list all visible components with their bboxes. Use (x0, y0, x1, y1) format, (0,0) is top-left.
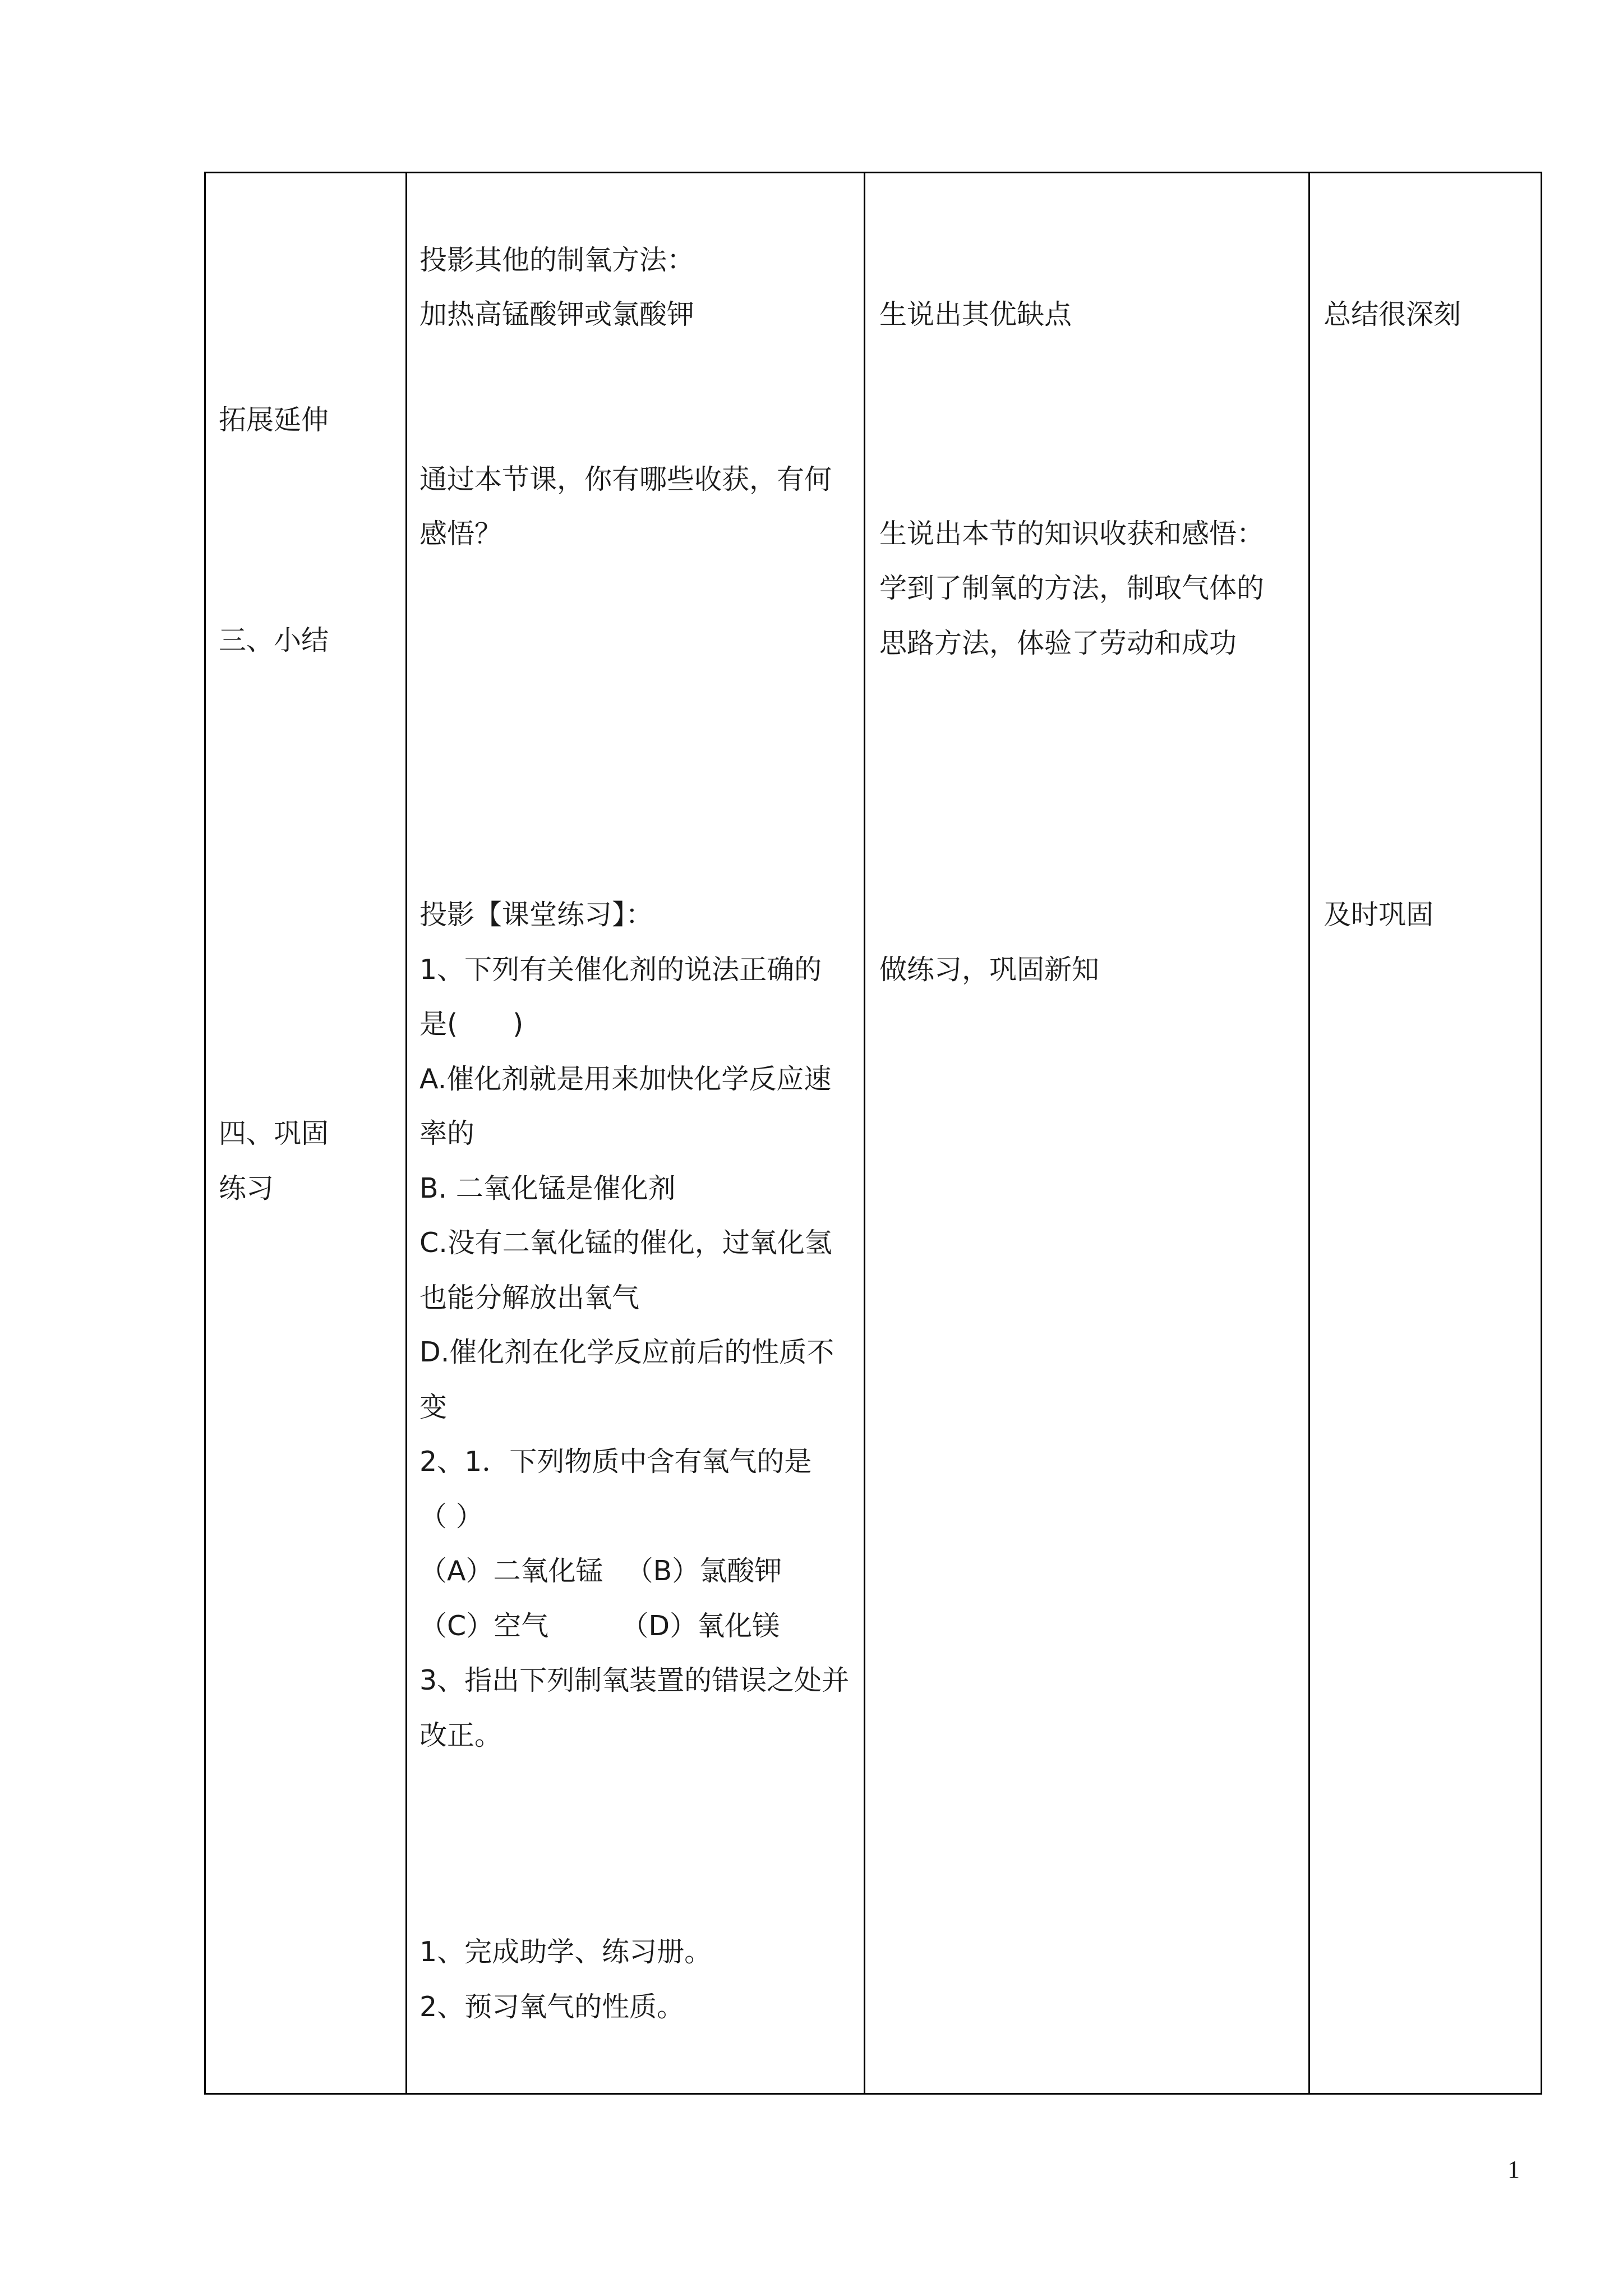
homework-line: 1、完成助学、练习册。 (419, 1936, 712, 1968)
student-activity-line: 生说出本节的知识收获和感悟： (879, 518, 1265, 550)
practice-line: D.催化剂在化学反应前后的性质不 (419, 1336, 834, 1368)
practice-line: 变 (419, 1391, 448, 1423)
lesson-plan-table (204, 172, 1542, 2095)
reflection-question-line: 感悟？ (419, 518, 502, 550)
student-activity-line: 做练习，巩固新知 (879, 954, 1100, 986)
section-heading-summary: 三、小结 (219, 624, 329, 656)
column-divider (405, 173, 407, 2093)
page-number: 1 (1507, 2156, 1520, 2183)
section-heading-extend: 拓展延伸 (219, 404, 329, 436)
student-activity-line: 学到了制氧的方法，制取气体的 (879, 572, 1265, 604)
design-intent-line: 及时巩固 (1324, 899, 1434, 931)
practice-line: （ ） (419, 1501, 483, 1533)
practice-line: 投影【课堂练习】： (419, 899, 653, 931)
practice-line: 率的 (419, 1117, 475, 1149)
practice-line: 3、指出下列制氧装置的错误之处并 (419, 1664, 850, 1696)
column-divider (1308, 173, 1310, 2093)
other-methods-line: 投影其他的制氧方法： (419, 244, 695, 276)
other-methods-line: 加热高锰酸钾或氯酸钾 (419, 298, 695, 330)
column-divider (864, 173, 865, 2093)
practice-line: B. 二氧化锰是催化剂 (419, 1172, 676, 1204)
practice-line: 是( ) (419, 1008, 524, 1040)
practice-line: 2、1．下列物质中含有氧气的是 (419, 1446, 812, 1478)
section-heading-practice-line1: 四、巩固 (219, 1117, 329, 1149)
practice-line: C.没有二氧化锰的催化，过氧化氢 (419, 1227, 832, 1259)
section-heading-practice-line2: 练习 (219, 1172, 274, 1204)
design-intent-line: 总结很深刻 (1324, 298, 1461, 330)
practice-line: 1、下列有关催化剂的说法正确的 (419, 954, 822, 986)
reflection-question-line: 通过本节课，你有哪些收获，有何 (419, 463, 832, 495)
student-activity-line: 生说出其优缺点 (879, 298, 1072, 330)
practice-line: （C）空气 （D）氧化镁 (419, 1610, 780, 1642)
homework-line: 2、预习氧气的性质。 (419, 1991, 685, 2023)
student-activity-line: 思路方法，体验了劳动和成功 (879, 627, 1237, 659)
practice-line: 改正。 (419, 1719, 502, 1751)
practice-line: 也能分解放出氧气 (419, 1282, 640, 1314)
practice-line: A.催化剂就是用来加快化学反应速 (419, 1063, 832, 1095)
practice-line: （A）二氧化锰 （B）氯酸钾 (419, 1555, 782, 1587)
